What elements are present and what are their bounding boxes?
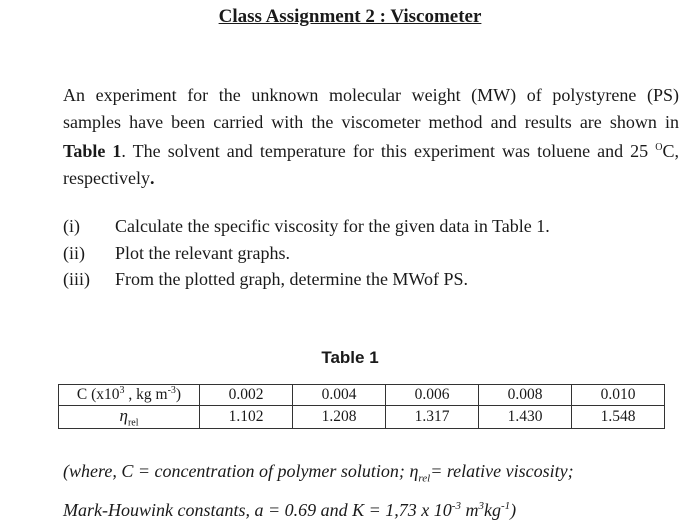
task-text: From the plotted graph, determine the MWof PS.	[115, 269, 468, 289]
table-cell: 0.006	[386, 385, 479, 406]
row-header-viscosity: $\eta_{rel}$	[59, 406, 200, 429]
task-list	[63, 213, 679, 293]
task-text: Plot the relevant graphs.	[115, 242, 290, 263]
footnote	[63, 458, 683, 524]
table-cell: 1.208	[293, 406, 386, 429]
intro-table-ref: Table 1	[63, 141, 122, 161]
task-item	[63, 266, 679, 293]
intro-end: .	[149, 167, 155, 188]
table-row-concentration	[59, 385, 665, 406]
title-text: Class Assignment 2 : Viscometer	[218, 6, 482, 27]
intro-part1: An experiment for the unknown molecular weight (MW) of polystyrene (PS) samples have been carried with the viscometer method and results are shown in	[63, 85, 679, 132]
table-cell: 1.317	[386, 406, 479, 429]
table-cell: 0.008	[479, 385, 572, 406]
table-cell: 0.004	[293, 385, 386, 406]
data-table	[58, 384, 665, 429]
footnote-line-2: Mark-Houwink constants, a = 0.69 and K = 1,73 x $10^{-3}$ $m^3kg^{-1}$)	[63, 499, 517, 520]
task-item	[63, 213, 679, 240]
task-number: (iii)	[63, 269, 90, 289]
task-number: (ii)	[63, 242, 85, 263]
footnote-line-1: (where, C = concentration of polymer solution; $\eta_{rel}=$ relative viscosity;	[63, 461, 574, 485]
task-number: (i)	[63, 216, 80, 236]
table-row-viscosity	[59, 406, 665, 429]
table-cell: 0.010	[572, 385, 665, 406]
intro-part3: C, respectively	[63, 141, 679, 188]
table-cell: 1.548	[572, 406, 665, 429]
intro-degree: O	[655, 142, 663, 153]
task-item	[63, 240, 679, 267]
table-cell: 1.430	[479, 406, 572, 429]
intro-paragraph	[63, 82, 679, 191]
row-header-concentration: C ($x10^3$ , kg $m^{-3}$)	[59, 385, 200, 406]
intro-part2: . The solvent and temperature for this experiment was toluene and 25	[121, 141, 656, 161]
task-text: Calculate the specific viscosity for the given data in Table 1.	[115, 216, 550, 236]
table-cell: 0.002	[200, 385, 293, 406]
table-cell: 1.102	[200, 406, 293, 429]
page-title	[0, 6, 700, 28]
table-title: Table 1	[321, 348, 379, 367]
